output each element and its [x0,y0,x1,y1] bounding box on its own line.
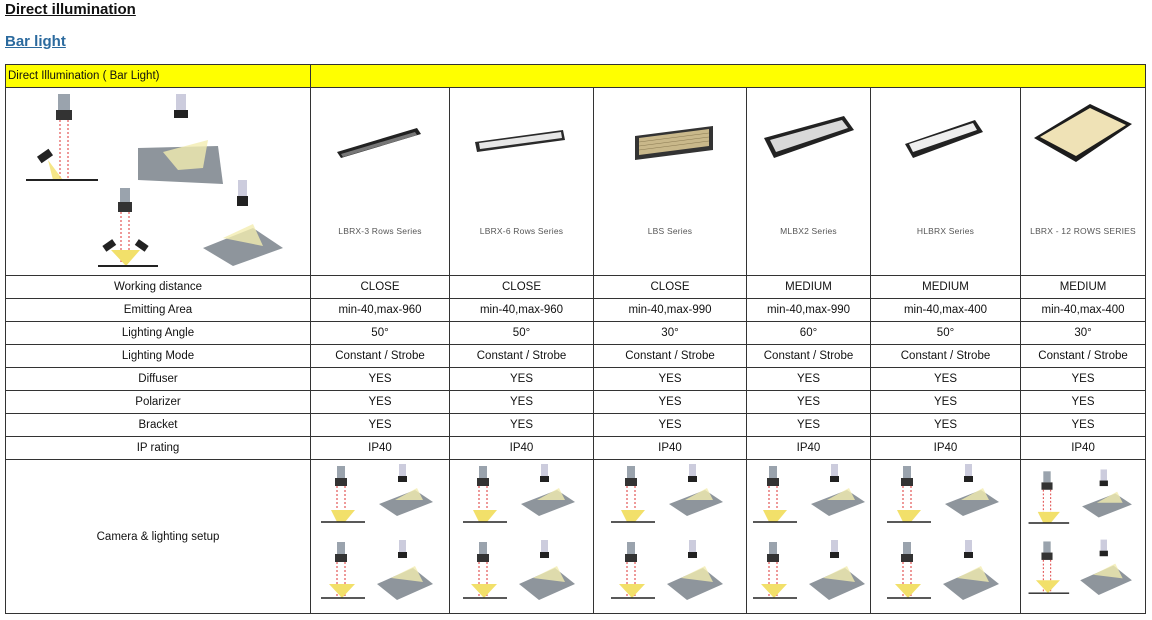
spec-value: IP40 [871,437,1021,460]
spec-value: YES [594,391,747,414]
setup-overview-illustration [8,88,308,272]
spec-value: YES [311,391,450,414]
setup-overview-cell [6,88,311,276]
setup-diagram-cell [747,460,871,614]
spec-value: MEDIUM [747,276,871,299]
bar-light-image [615,108,725,168]
spec-row-lighting-angle [6,322,1146,345]
spec-value: CLOSE [311,276,450,299]
spec-value: MEDIUM [871,276,1021,299]
setup-row [6,460,1146,614]
spec-value: YES [1021,414,1146,437]
row-label: Polarizer [6,391,311,414]
spec-row-diffuser [6,368,1146,391]
spec-value: 50° [311,322,450,345]
spec-value: YES [450,368,594,391]
bar-light-spec-table [5,64,1146,614]
row-label: Lighting Angle [6,322,311,345]
product-name: LBS Series [647,225,693,236]
page-heading: Direct illumination [5,1,136,18]
spec-value: Constant / Strobe [311,345,450,368]
product-name: LBRX-3 Rows Series [338,225,422,236]
camera-lighting-setup-diagram [881,460,1011,610]
spec-value: IP40 [450,437,594,460]
spec-row-bracket [6,414,1146,437]
product-name: MLBX2 Series [780,225,837,236]
product-name: LBRX-6 Rows Series [479,225,564,236]
product-name: LBRX - 12 ROWS SERIES [1030,225,1136,236]
product-image-row [6,88,1146,276]
spec-value: min-40,max-990 [594,299,747,322]
spec-value: 50° [871,322,1021,345]
product-cell [311,88,450,276]
spec-row-lighting-mode [6,345,1146,368]
spec-value: IP40 [1021,437,1146,460]
table-title-fill [311,65,1146,88]
spec-value: min-40,max-960 [311,299,450,322]
spec-value: Constant / Strobe [871,345,1021,368]
spec-value: YES [747,391,871,414]
bar-light-image [754,108,864,168]
setup-row-label: Camera & lighting setup [6,460,311,614]
spec-value: CLOSE [594,276,747,299]
spec-value: IP40 [311,437,450,460]
spec-value: Constant / Strobe [747,345,871,368]
product-cell [450,88,594,276]
spec-value: YES [311,368,450,391]
spec-value: YES [747,414,871,437]
setup-diagram-cell [1021,460,1146,614]
spec-value: IP40 [594,437,747,460]
spec-value: CLOSE [450,276,594,299]
spec-value: YES [747,368,871,391]
spec-value: 60° [747,322,871,345]
spec-value: Constant / Strobe [594,345,747,368]
spec-value: min-40,max-400 [871,299,1021,322]
spec-value: IP40 [747,437,871,460]
camera-lighting-setup-diagram [315,460,445,610]
setup-diagram-cell [871,460,1021,614]
bar-light-image [467,108,577,168]
spec-row-working-distance [6,276,1146,299]
spec-value: YES [450,391,594,414]
bar-light-image [1028,100,1138,170]
product-cell [1021,88,1146,276]
spec-value: YES [594,414,747,437]
spec-value: Constant / Strobe [450,345,594,368]
spec-value: min-40,max-400 [1021,299,1146,322]
camera-lighting-setup-diagram [457,460,587,610]
spec-row-emitting-area [6,299,1146,322]
setup-diagram-cell [450,460,594,614]
row-label: IP rating [6,437,311,460]
spec-value: YES [450,414,594,437]
table-title: Direct Illumination ( Bar Light) [6,65,311,88]
bar-light-image [891,108,1001,168]
spec-value: YES [871,391,1021,414]
spec-row-ip-rating [6,437,1146,460]
product-cell [747,88,871,276]
setup-diagram-cell [311,460,450,614]
bar-light-image [325,108,435,168]
row-label: Diffuser [6,368,311,391]
product-name: HLBRX Series [916,225,975,236]
spec-value: YES [871,414,1021,437]
spec-value: YES [311,414,450,437]
camera-lighting-setup-diagram [747,460,871,610]
row-label: Bracket [6,414,311,437]
spec-value: MEDIUM [1021,276,1146,299]
row-label: Lighting Mode [6,345,311,368]
bar-light-link[interactable]: Bar light [5,33,66,50]
row-label: Working distance [6,276,311,299]
spec-value: YES [1021,391,1146,414]
spec-value: Constant / Strobe [1021,345,1146,368]
product-cell [594,88,747,276]
spec-row-polarizer [6,391,1146,414]
spec-value: 30° [594,322,747,345]
spec-value: 30° [1021,322,1146,345]
spec-value: YES [1021,368,1146,391]
camera-lighting-setup-diagram [1023,460,1143,610]
spec-value: min-40,max-960 [450,299,594,322]
row-label: Emitting Area [6,299,311,322]
camera-lighting-setup-diagram [605,460,735,610]
spec-value: YES [871,368,1021,391]
setup-diagram-cell [594,460,747,614]
spec-value: 50° [450,322,594,345]
product-cell [871,88,1021,276]
spec-value: YES [594,368,747,391]
table-title-row [6,65,1146,88]
spec-value: min-40,max-990 [747,299,871,322]
